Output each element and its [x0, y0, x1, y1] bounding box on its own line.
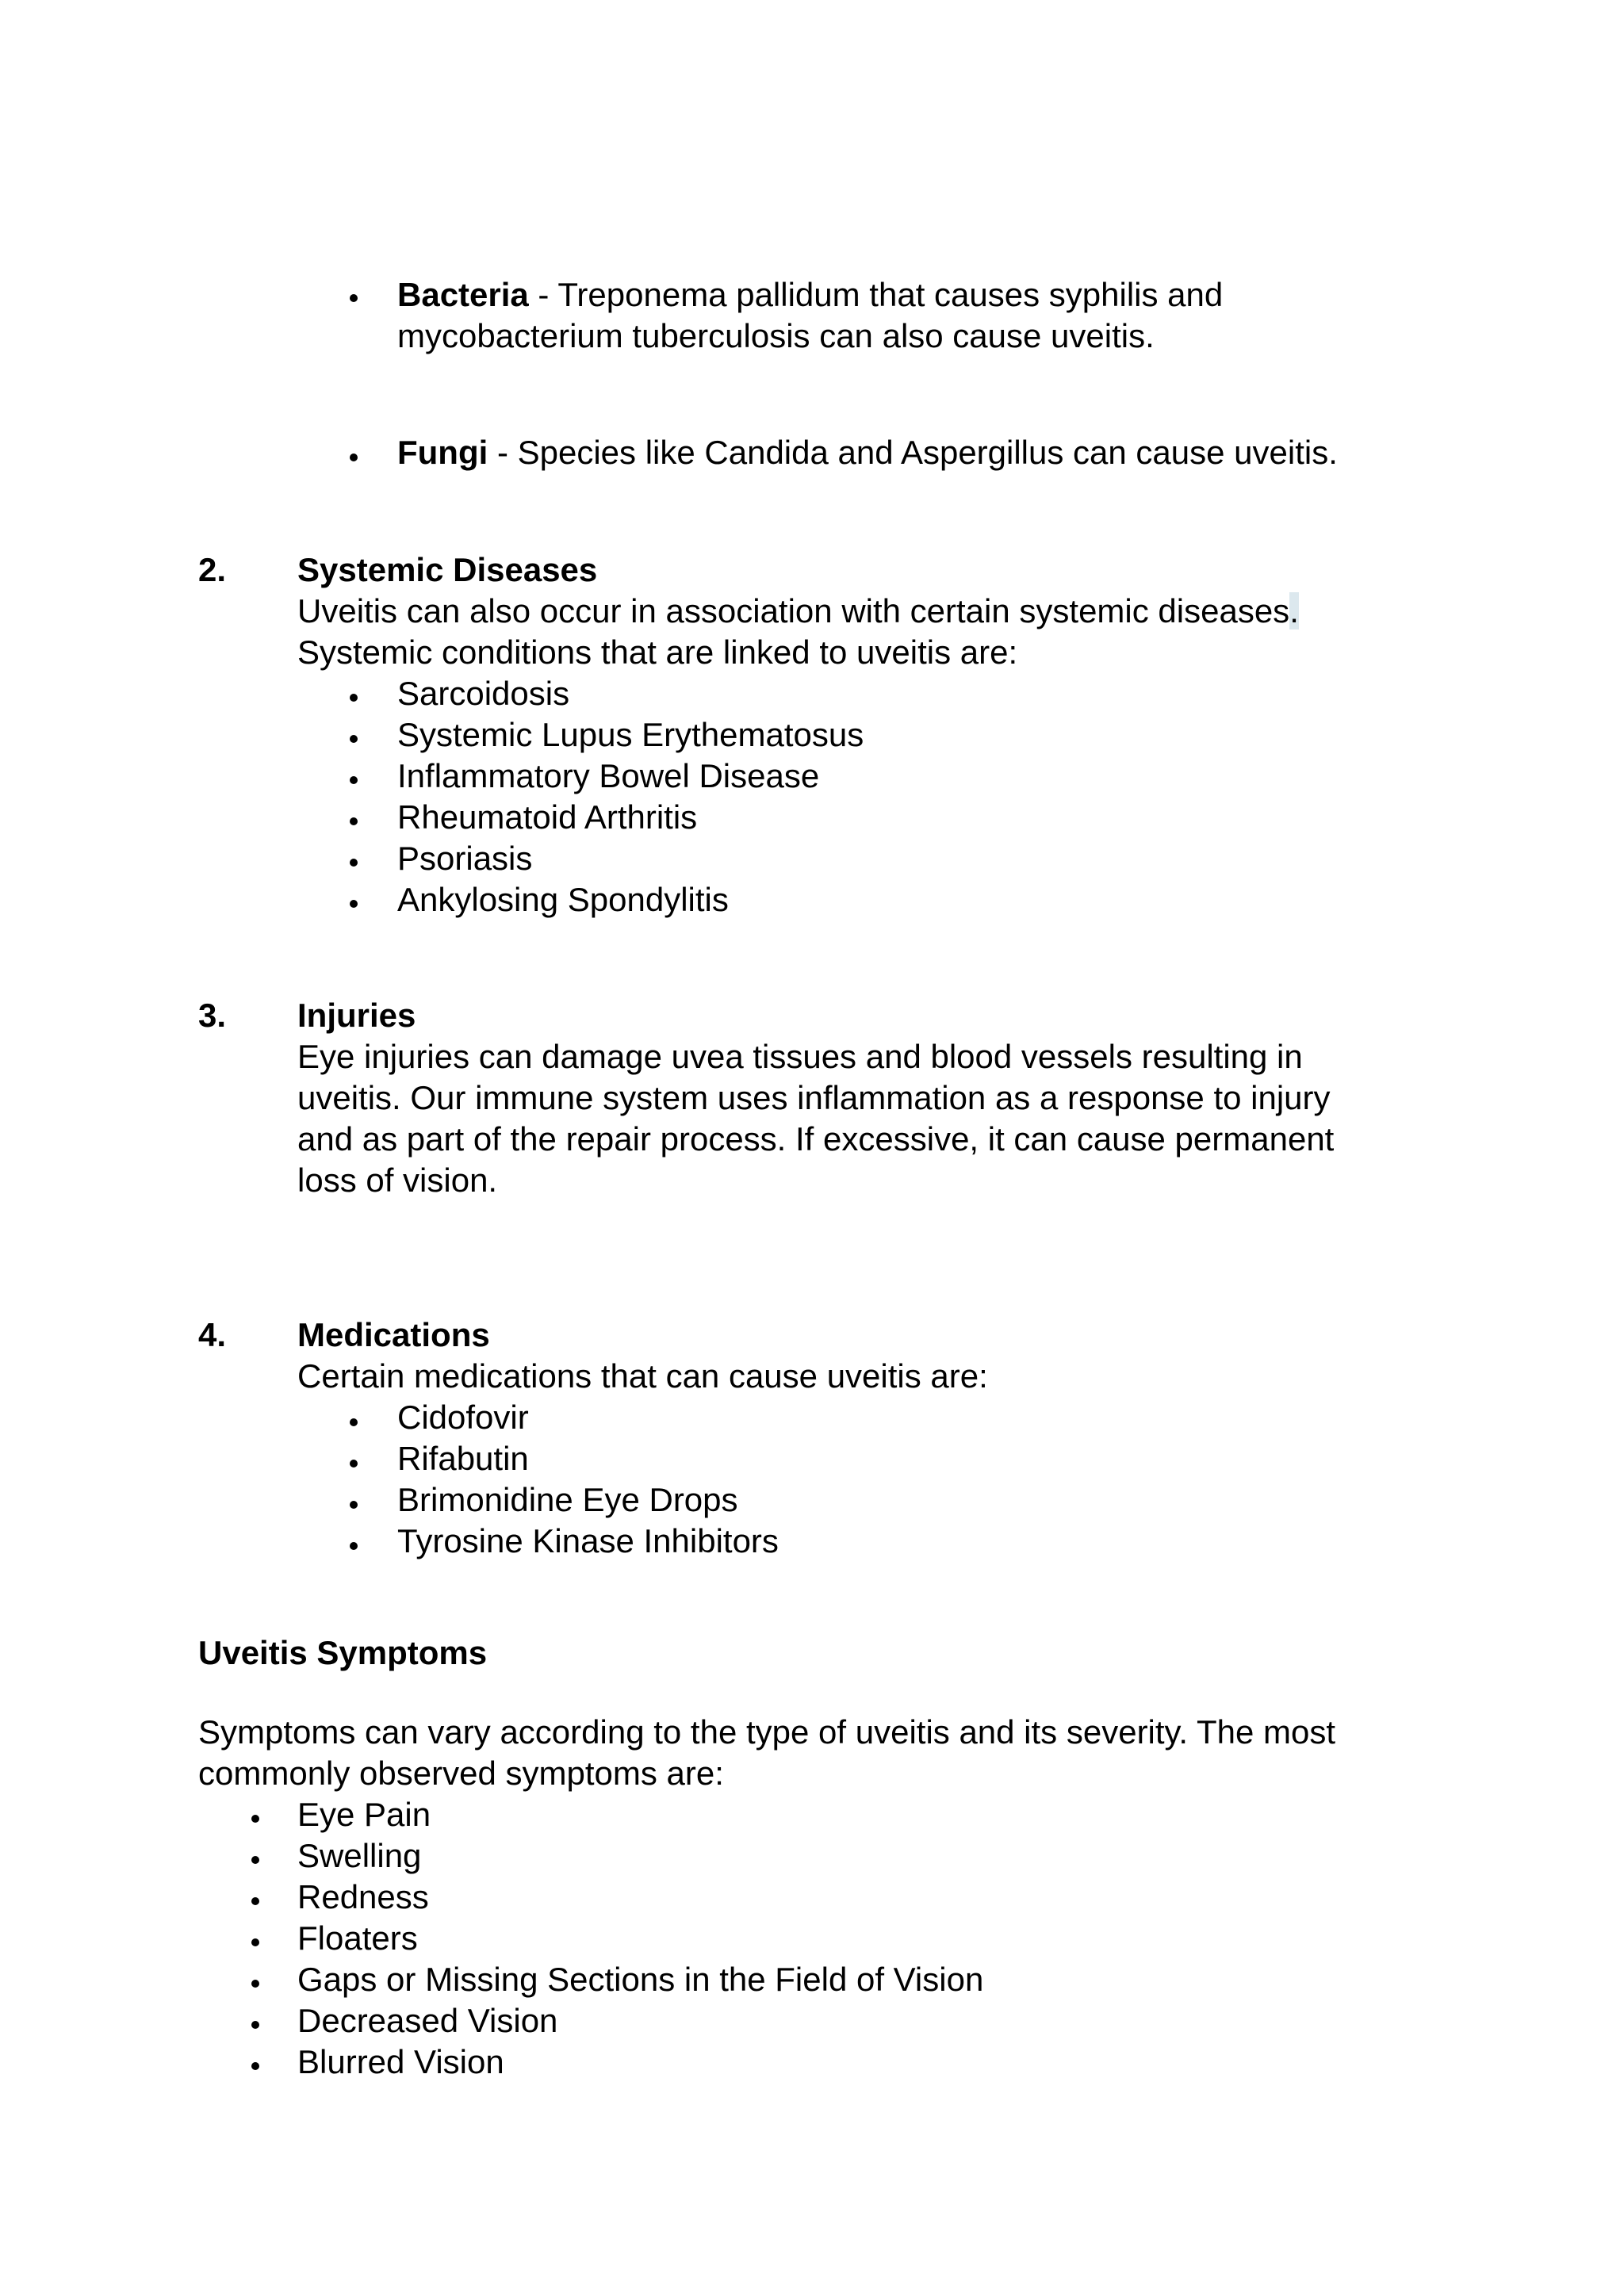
- symptom-item: Eye Pain: [297, 1796, 431, 1833]
- bullet-dot: [350, 1542, 358, 1550]
- bullet-dot: [350, 1501, 358, 1509]
- infection-item-bacteria: [397, 274, 1223, 316]
- symptom-item: Swelling: [297, 1837, 422, 1874]
- symptom-item: Decreased Vision: [297, 2002, 558, 2039]
- infection-item-bacteria-cont: mycobacterium tuberculosis can also cause uveitis.: [397, 317, 1155, 354]
- bullet-dot: [251, 1815, 259, 1823]
- bullet-dot: [350, 735, 358, 743]
- symptoms-heading: Uveitis Symptoms: [198, 1634, 488, 1671]
- bullet-dot: [251, 2021, 259, 2029]
- bullet-dot: [350, 694, 358, 702]
- bullet-dot: [350, 294, 358, 302]
- section-number: 4.: [198, 1316, 227, 1353]
- infection-desc: - Treponema pallidum that causes syphilis and: [528, 276, 1224, 313]
- list-item: Inflammatory Bowel Disease: [397, 757, 820, 794]
- symptoms-intro-line: Symptoms can vary according to the type of uveitis and its severity. The most: [198, 1713, 1336, 1751]
- section-text-line: Certain medications that can cause uveitis are:: [297, 1357, 988, 1395]
- bullet-dot: [350, 859, 358, 867]
- infection-term: Bacteria: [397, 276, 529, 313]
- list-item: Sarcoidosis: [397, 675, 570, 712]
- section-text-line: Eye injuries can damage uvea tissues and blood vessels resulting in: [297, 1038, 1303, 1075]
- list-item: Rifabutin: [397, 1440, 529, 1477]
- section-text-line: uveitis. Our immune system uses inflammation as a response to injury: [297, 1079, 1331, 1116]
- list-item: Ankylosing Spondylitis: [397, 881, 729, 918]
- symptom-item: Redness: [297, 1878, 429, 1915]
- bullet-dot: [251, 1938, 259, 1946]
- section-text-line: loss of vision.: [297, 1161, 498, 1199]
- infection-desc: - Species like Candida and Aspergillus can cause uveitis.: [488, 434, 1338, 471]
- symptom-item: Floaters: [297, 1919, 418, 1957]
- bullet-dot: [350, 453, 358, 461]
- bullet-dot: [251, 1897, 259, 1905]
- bullet-dot: [251, 2062, 259, 2070]
- list-item: Cidofovir: [397, 1399, 529, 1436]
- section-number: 3.: [198, 997, 227, 1034]
- bullet-dot: [350, 900, 358, 908]
- bullet-dot: [350, 776, 358, 784]
- symptom-item: Blurred Vision: [297, 2043, 504, 2080]
- bullet-dot: [350, 1418, 358, 1426]
- list-item: Rheumatoid Arthritis: [397, 798, 698, 836]
- section-text: Uveitis can also occur in association with certain systemic diseases: [297, 592, 1290, 629]
- section-text-line: [297, 591, 1299, 632]
- section-title: Medications: [297, 1316, 490, 1353]
- list-item: Psoriasis: [397, 840, 533, 877]
- bullet-dot: [350, 817, 358, 825]
- highlight-mark: .: [1289, 592, 1299, 629]
- list-item: Tyrosine Kinase Inhibitors: [397, 1522, 779, 1559]
- bullet-dot: [251, 1856, 259, 1864]
- list-item: Systemic Lupus Erythematosus: [397, 716, 864, 753]
- bullet-dot: [251, 1980, 259, 1988]
- section-title: Injuries: [297, 997, 416, 1034]
- list-item: Brimonidine Eye Drops: [397, 1481, 738, 1518]
- section-text-line: Systemic conditions that are linked to uveitis are:: [297, 633, 1018, 671]
- infection-item-fungi: [397, 432, 1338, 473]
- bullet-dot: [350, 1460, 358, 1468]
- symptom-item: Gaps or Missing Sections in the Field of Vision: [297, 1961, 984, 1998]
- section-title: Systemic Diseases: [297, 551, 598, 588]
- infection-term: Fungi: [397, 434, 488, 471]
- symptoms-intro-line: commonly observed symptoms are:: [198, 1755, 724, 1792]
- section-number: 2.: [198, 551, 227, 588]
- section-text-line: and as part of the repair process. If excessive, it can cause permanent: [297, 1120, 1335, 1158]
